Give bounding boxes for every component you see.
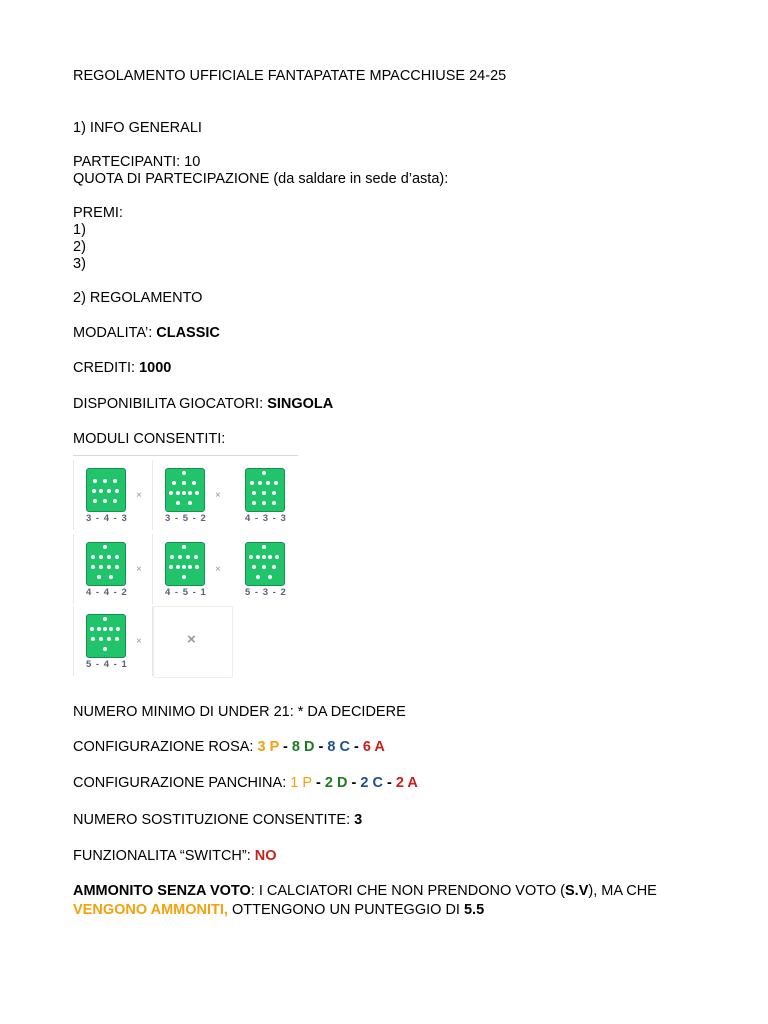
- module-label: 5 - 4 - 1: [86, 659, 128, 670]
- modalita-line: [73, 325, 220, 342]
- ammonito-line-2: [73, 902, 484, 919]
- disponibilita-label: DISPONIBILITA GIOCATORI:: [73, 396, 268, 412]
- premi-label: PREMI:: [73, 205, 123, 221]
- switch-label: FUNZIONALITA “SWITCH”:: [73, 848, 255, 864]
- module-card-5-4-1[interactable]: [73, 606, 153, 676]
- separator: -: [312, 775, 325, 791]
- separator: -: [279, 739, 292, 755]
- sostituzioni-label: NUMERO SOSTITUZIONE CONSENTITE:: [73, 812, 355, 828]
- rosa-centrocampisti: 8 C: [327, 739, 350, 755]
- remove-module-icon[interactable]: ×: [136, 636, 142, 647]
- panchina-difensori: 2 D: [324, 775, 348, 791]
- switch-value: NO: [254, 848, 277, 864]
- module-card-4-3-3[interactable]: [233, 460, 311, 530]
- module-label: 4 - 5 - 1: [165, 587, 207, 598]
- disponibilita-line: [73, 396, 333, 413]
- premio-3: 3): [73, 256, 86, 272]
- remove-module-icon[interactable]: ×: [136, 564, 142, 575]
- ammonito-text-1: : I CALCIATORI CHE NON PRENDONO VOTO (: [250, 883, 565, 899]
- rosa-attaccanti: 6 A: [362, 739, 385, 755]
- moduli-label: MODULI CONSENTITI:: [73, 431, 226, 447]
- ammonito-text-2: ), MA CHE: [588, 883, 657, 899]
- rosa-label: CONFIGURAZIONE ROSA:: [73, 739, 258, 755]
- module-label: 3 - 4 - 3: [86, 513, 128, 524]
- panchina-label: CONFIGURAZIONE PANCHINA:: [73, 775, 291, 791]
- ammonito-title: AMMONITO SENZA VOTO: [73, 883, 251, 899]
- remove-module-icon[interactable]: ×: [215, 564, 221, 575]
- modalita-value: CLASSIC: [156, 325, 220, 341]
- sostituzioni-line: [73, 812, 362, 829]
- panchina-portieri: 1 P: [290, 775, 313, 791]
- crediti-label: CREDITI:: [73, 360, 140, 376]
- quota-text: QUOTA DI PARTECIPAZIONE (da saldare in sede d’asta):: [73, 171, 449, 187]
- module-card-4-5-1[interactable]: [153, 534, 231, 604]
- close-icon[interactable]: ×: [187, 631, 196, 648]
- ammonito-line-1: [73, 883, 657, 900]
- module-label: 4 - 3 - 3: [245, 513, 287, 524]
- switch-line: [73, 848, 277, 865]
- module-card-4-4-2[interactable]: [73, 534, 153, 604]
- rosa-portieri: 3 P: [257, 739, 280, 755]
- remove-module-icon[interactable]: ×: [215, 490, 221, 501]
- pitch-5-3-2-icon: [245, 542, 285, 586]
- page-title: REGOLAMENTO UFFICIALE FANTAPATATE MPACCHIUSE 24-25: [73, 68, 507, 84]
- partecipanti-text: PARTECIPANTI: 10: [73, 154, 201, 170]
- crediti-value: 1000: [139, 360, 172, 376]
- premio-2: 2): [73, 239, 86, 255]
- module-label: 5 - 3 - 2: [245, 587, 287, 598]
- section-heading-regolamento: 2) REGOLAMENTO: [73, 290, 203, 306]
- modalita-label: MODALITA’:: [73, 325, 157, 341]
- rosa-difensori: 8 D: [291, 739, 315, 755]
- disponibilita-value: SINGOLA: [267, 396, 334, 412]
- ammonito-highlight: VENGONO AMMONITI,: [73, 902, 228, 918]
- module-label: 4 - 4 - 2: [86, 587, 128, 598]
- pitch-3-4-3-icon: [86, 468, 126, 512]
- module-card-empty[interactable]: [153, 606, 233, 678]
- module-card-3-4-3[interactable]: [73, 460, 153, 530]
- ammonito-value: 5.5: [463, 902, 485, 918]
- premio-1: 1): [73, 222, 86, 238]
- panchina-line: [73, 775, 418, 792]
- under21-text: NUMERO MINIMO DI UNDER 21: * DA DECIDERE: [73, 704, 406, 720]
- separator: -: [347, 775, 361, 791]
- pitch-4-3-3-icon: [245, 468, 285, 512]
- panchina-attaccanti: 2 A: [395, 775, 418, 791]
- module-label: 3 - 5 - 2: [165, 513, 207, 524]
- module-card-3-5-2[interactable]: [153, 460, 231, 530]
- panchina-centrocampisti: 2 C: [360, 775, 383, 791]
- moduli-grid: [73, 455, 298, 678]
- pitch-3-5-2-icon: [165, 468, 205, 512]
- remove-module-icon[interactable]: ×: [136, 490, 142, 501]
- ammonito-text-3: OTTENGONO UN PUNTEGGIO DI: [227, 902, 464, 918]
- separator: -: [314, 739, 328, 755]
- module-card-5-3-2[interactable]: [233, 534, 311, 604]
- rosa-line: [73, 739, 385, 756]
- pitch-4-4-2-icon: [86, 542, 126, 586]
- pitch-4-5-1-icon: [165, 542, 205, 586]
- separator: -: [382, 775, 396, 791]
- separator: -: [349, 739, 363, 755]
- ammonito-sv: S.V: [565, 883, 589, 899]
- crediti-line: [73, 360, 171, 377]
- sostituzioni-value: 3: [354, 812, 363, 828]
- pitch-5-4-1-icon: [86, 614, 126, 658]
- section-heading-info: 1) INFO GENERALI: [73, 120, 202, 136]
